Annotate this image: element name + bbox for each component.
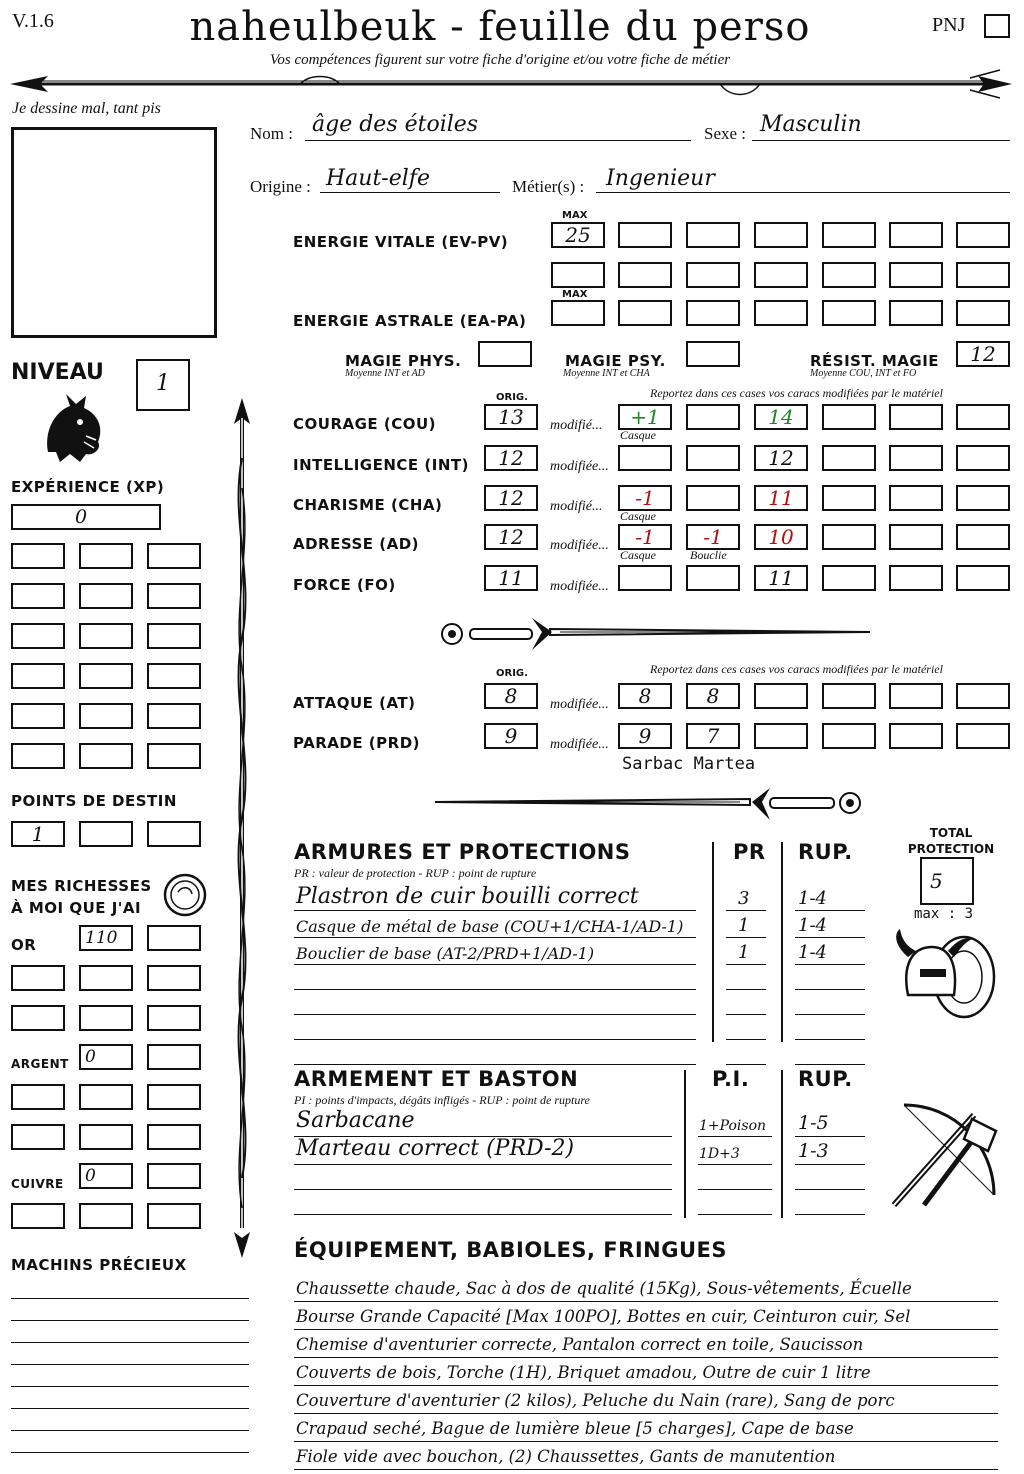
nom-label: Nom : [250,124,293,143]
resist-magie-box[interactable]: 12 [956,341,1010,367]
stat-label: COURAGE (COU) [293,415,437,433]
ev-track-box[interactable] [754,222,808,248]
stat-extra-box[interactable] [889,565,943,591]
stat-orig-box[interactable]: 11 [484,565,538,591]
equipement-line [294,1301,998,1302]
machins-line[interactable] [11,1342,249,1343]
helmet-shield-icon [888,925,998,1025]
ev-max-label: MAX [562,210,588,221]
money-box[interactable] [147,1044,201,1070]
combat-extra-box[interactable] [956,683,1010,709]
cuivre-label: CUIVRE [11,1177,64,1191]
combat-v1-box[interactable]: 8 [618,683,672,709]
stat-mod-label: modifié... [550,418,603,433]
money-box[interactable] [79,1005,133,1031]
armure-pr-line[interactable] [726,1039,766,1040]
stat-orig-box[interactable]: 12 [484,485,538,511]
destin-box[interactable]: 1 [11,821,65,847]
money-box[interactable] [147,1203,201,1229]
armement-title: ARMEMENT ET BASTON [294,1067,579,1091]
stat-orig-box[interactable]: 12 [484,445,538,471]
ev-track-box[interactable] [618,222,672,248]
ev-track-box[interactable] [686,222,740,248]
equipement-line [294,1329,998,1330]
orig-label: ORIG. [496,392,528,403]
machins-line[interactable] [11,1364,249,1365]
stat-mod2-box[interactable] [686,404,740,430]
ev-track-box[interactable] [822,262,876,288]
ea-max-box[interactable] [551,300,605,326]
xp-track-box[interactable] [11,703,65,729]
armement-pi-label: P.I. [712,1067,750,1091]
metier-label: Métier(s) : [512,177,585,196]
money-box[interactable] [11,965,65,991]
stat-label: ADRESSE (AD) [293,535,420,553]
equipement-line [294,1413,998,1414]
total-protection-max: max : 3 [914,906,974,922]
sword-icon [430,612,875,658]
armure-pr[interactable]: 1 [738,915,750,936]
stat-extra-box[interactable] [889,404,943,430]
arme-pi[interactable]: 1D+3 [699,1146,740,1162]
armure-pr-line[interactable] [726,964,766,965]
stat-mod-label: modifié... [550,499,603,514]
xp-track-box[interactable] [79,583,133,609]
armure-rup[interactable]: 1-4 [798,942,827,963]
stat-mod-label: modifiée... [550,459,609,474]
richesses-label-1: MES RICHESSES [11,877,152,895]
arme-pi-line[interactable] [698,1136,772,1137]
combat-mod-label: modifiée... [550,697,609,712]
origine-value[interactable]: Haut-elfe [326,166,430,191]
equipement-title: ÉQUIPEMENT, BABIOLES, FRINGUES [294,1238,727,1262]
stat-label: INTELLIGENCE (INT) [293,456,469,474]
xp-track-box[interactable] [11,623,65,649]
money-box[interactable] [147,1124,201,1150]
sexe-value[interactable]: Masculin [760,112,862,137]
or-label: OR [11,936,37,954]
total-protection-label-1: TOTAL [929,826,973,840]
magie-phys-note: Moyenne INT et AD [345,368,425,379]
armure-name[interactable]: Casque de métal de base (COU+1/CHA-1/AD-1) [296,917,684,936]
armure-line[interactable] [294,964,696,965]
xp-track-box[interactable] [79,743,133,769]
money-box[interactable] [11,1124,65,1150]
magie-psy-label: MAGIE PSY. [565,352,666,370]
portrait-frame[interactable] [11,127,217,338]
ev-label: ENERGIE VITALE (EV-PV) [293,233,509,251]
xp-track-box[interactable] [11,743,65,769]
combat-extra-box[interactable] [889,723,943,749]
xp-track-box[interactable] [79,663,133,689]
xp-track-box[interactable] [11,543,65,569]
arme-pi-line[interactable] [698,1214,772,1215]
stat-mod2-box[interactable] [686,445,740,471]
niveau-box[interactable]: 1 [136,359,190,411]
weapon-names: Sarbac Martea [622,754,756,774]
armure-rup-line[interactable] [795,910,865,911]
ea-track-box[interactable] [889,300,943,326]
stat-extra-box[interactable] [956,524,1010,550]
arme-rup-line[interactable] [795,1164,865,1165]
richesses-label-2: À MOI QUE J'AI [11,899,142,917]
money-box[interactable] [79,1124,133,1150]
combat-extra-box[interactable] [754,683,808,709]
cuivre-box[interactable]: 0 [79,1163,133,1189]
armure-line[interactable] [294,1064,696,1065]
equipement-item-line[interactable]: Fiole vide avec bouchon, (2) Chaussettes, Gants de manutention [296,1447,836,1466]
equipement-line [294,1469,998,1470]
destin-box[interactable] [79,821,133,847]
combat-extra-box[interactable] [754,723,808,749]
armure-pr-line[interactable] [726,910,766,911]
xp-track-box[interactable] [147,703,201,729]
machins-line[interactable] [11,1386,249,1387]
arme-pi-line[interactable] [698,1189,772,1190]
armure-rup-line[interactable] [795,1039,865,1040]
stat-mod1-box[interactable] [618,565,672,591]
armement-note: PI : points d'impacts, dégâts infligés - RUP : point de rupture [294,1093,590,1107]
armure-pr-line[interactable] [726,1064,766,1065]
arme-rup-line[interactable] [795,1214,865,1215]
stat-mod1-source: Casque [620,548,656,562]
machins-line[interactable] [11,1430,249,1431]
stat-label: CHARISME (CHA) [293,496,443,514]
xp-track-box[interactable] [147,663,201,689]
ev-track-box[interactable] [889,222,943,248]
armure-rup-line[interactable] [795,964,865,965]
ev-track-box[interactable] [956,262,1010,288]
stat-orig-box[interactable]: 13 [484,404,538,430]
stat-extra-box[interactable] [822,524,876,550]
machins-line[interactable] [11,1298,249,1299]
combat-extra-box[interactable] [889,683,943,709]
equipement-line [294,1357,998,1358]
money-box[interactable] [147,1163,201,1189]
ev-track-box[interactable] [551,262,605,288]
armure-pr[interactable]: 3 [738,888,750,909]
nom-value[interactable]: âge des étoiles [312,112,479,137]
stat-extra-box[interactable] [889,485,943,511]
stat-extra-box[interactable] [822,404,876,430]
dragon-icon [40,392,106,464]
stat-final-box[interactable]: 11 [754,565,808,591]
spear-divider-icon [0,64,1024,104]
equipement-line [294,1441,998,1442]
xp-track-box[interactable] [79,543,133,569]
armure-pr-line[interactable] [726,989,766,990]
equipement-item-line[interactable]: Couverts de bois, Torche (1H), Briquet amadou, Outre de cuir 1 litre [296,1363,871,1382]
metier-value[interactable]: Ingenieur [606,166,715,191]
arme-line[interactable] [294,1164,672,1165]
xp-track-box[interactable] [11,583,65,609]
armure-name[interactable]: Plastron de cuir bouilli correct [296,884,639,909]
sword-icon-2 [430,782,875,828]
spear-icon [222,398,262,1258]
resist-magie-note: Moyenne COU, INT et FO [810,368,917,379]
ev-track-box[interactable] [956,222,1010,248]
equipement-item-line[interactable]: Chaussette chaude, Sac à dos de qualité (15Kg), Sous-vêtements, Écuelle [296,1279,912,1298]
armure-rup-line[interactable] [795,1014,865,1015]
stat-mod2-box[interactable] [686,485,740,511]
ea-max-label: MAX [562,289,588,300]
stat-mod1-source: Casque [620,428,656,442]
equipement-item-line[interactable]: Crapaud seché, Bague de lumière bleue [5 charges], Cape de base [296,1419,854,1438]
version-label: V.1.6 [12,10,54,32]
stat-final-box[interactable]: 10 [754,524,808,550]
or-box[interactable]: 110 [79,925,133,951]
ea-track-box[interactable] [618,300,672,326]
armure-pr-line[interactable] [726,1014,766,1015]
arme-name[interactable]: Sarbacane [296,1108,415,1133]
stat-mod2-source: Bouclie [690,548,727,562]
combat-extra-box[interactable] [822,723,876,749]
combat-extra-box[interactable] [822,683,876,709]
armures-rup-label: RUP. [798,840,853,864]
stat-final-box[interactable]: 11 [754,485,808,511]
armure-rup[interactable]: 1-4 [798,888,827,909]
armure-line[interactable] [294,910,696,911]
arme-line[interactable] [294,1189,672,1190]
stat-extra-box[interactable] [889,445,943,471]
combat-extra-box[interactable] [956,723,1010,749]
magie-psy-box[interactable] [686,341,740,367]
stat-final-box[interactable]: 14 [754,404,808,430]
equipement-line [294,1385,998,1386]
destin-label: POINTS DE DESTIN [11,792,177,810]
armure-name[interactable]: Bouclier de base (AT-2/PRD+1/AD-1) [296,944,595,963]
stat-mod1-box[interactable]: -1 [618,524,672,550]
machins-line[interactable] [11,1320,249,1321]
machins-line[interactable] [11,1452,249,1453]
equipement-item-line[interactable]: Chemise d'aventurier correcte, Pantalon correct en toile, Saucisson [296,1335,864,1354]
equipement-item-line[interactable]: Bourse Grande Capacité [Max 100PO], Bottes en cuir, Ceinturon cuir, Sel [296,1307,911,1326]
ea-label: ENERGIE ASTRALE (EA-PA) [293,312,527,330]
ev-track-box[interactable] [754,262,808,288]
xp-label: EXPÉRIENCE (XP) [11,478,165,496]
armures-pr-label: PR [733,840,766,864]
ea-track-box[interactable] [822,300,876,326]
armure-rup-line[interactable] [795,937,865,938]
equipement-item-line[interactable]: Couverture d'aventurier (2 kilos), Peluche du Nain (rare), Sang de porc [296,1391,895,1410]
stat-extra-box[interactable] [956,565,1010,591]
armure-line[interactable] [294,1039,696,1040]
magie-phys-box[interactable] [478,341,532,367]
ea-track-box[interactable] [754,300,808,326]
report-note: Reportez dans ces cases vos caracs modifiées par le matériel [650,386,943,400]
combat-v2-box[interactable]: 7 [686,723,740,749]
ea-track-box[interactable] [686,300,740,326]
armure-line[interactable] [294,989,696,990]
money-box[interactable] [147,1005,201,1031]
xp-track-box[interactable] [11,663,65,689]
ev-track-box[interactable] [822,222,876,248]
pnj-checkbox[interactable] [984,14,1010,38]
stat-mod1-source: Casque [620,509,656,523]
xp-track-box[interactable] [147,583,201,609]
arme-rup-line[interactable] [795,1189,865,1190]
arme-pi-line[interactable] [698,1164,772,1165]
weapons-icon [884,1095,1006,1215]
armure-line[interactable] [294,937,696,938]
combat-orig-box[interactable]: 8 [484,683,538,709]
sexe-label: Sexe : [704,124,747,143]
stat-extra-box[interactable] [822,565,876,591]
money-box[interactable] [147,1084,201,1110]
stat-mod2-box[interactable] [686,565,740,591]
ev-track-box[interactable] [618,262,672,288]
coin-icon [162,872,208,918]
ev-max-box[interactable]: 25 [551,222,605,248]
stat-extra-box[interactable] [889,524,943,550]
stat-extra-box[interactable] [822,485,876,511]
combat-label: ATTAQUE (AT) [293,694,416,712]
stat-extra-box[interactable] [956,485,1010,511]
xp-track-box[interactable] [79,623,133,649]
arme-rup[interactable]: 1-3 [798,1140,829,1162]
arme-name[interactable]: Marteau correct (PRD-2) [296,1136,575,1161]
resist-magie-label: RÉSIST. MAGIE [810,352,940,370]
stat-mod2-box[interactable]: -1 [686,524,740,550]
money-box[interactable] [11,1005,65,1031]
armures-title: ARMURES ET PROTECTIONS [294,840,631,864]
money-box[interactable] [79,1084,133,1110]
money-box[interactable] [11,1084,65,1110]
combat-mod-label: modifiée... [550,737,609,752]
armure-pr-line[interactable] [726,937,766,938]
combat-label: PARADE (PRD) [293,734,421,752]
money-box[interactable] [147,965,201,991]
xp-track-box[interactable] [147,623,201,649]
xp-box[interactable]: 0 [11,504,161,530]
stat-extra-box[interactable] [956,445,1010,471]
stat-mod1-box[interactable]: -1 [618,485,672,511]
total-protection-label-2: PROTECTION [907,842,995,856]
armure-rup[interactable]: 1-4 [798,915,827,936]
page-title: naheulbeuk - feuille du perso [189,4,811,50]
pnj-label: PNJ [932,14,966,36]
arme-rup[interactable]: 1-5 [798,1112,829,1134]
destin-box[interactable] [147,821,201,847]
stat-mod-label: modifiée... [550,579,609,594]
money-box[interactable] [79,965,133,991]
machins-label: MACHINS PRÉCIEUX [11,1256,187,1274]
machins-line[interactable] [11,1408,249,1409]
armure-pr[interactable]: 1 [738,942,750,963]
magie-psy-note: Moyenne INT et CHA [563,368,650,379]
ea-track-box[interactable] [956,300,1010,326]
stat-mod1-box[interactable]: +1 [618,404,672,430]
xp-track-box[interactable] [79,703,133,729]
armure-rup-line[interactable] [795,1064,865,1065]
ev-track-box[interactable] [889,262,943,288]
money-box[interactable] [79,1203,133,1229]
money-box[interactable] [11,1203,65,1229]
xp-track-box[interactable] [147,543,201,569]
arme-pi[interactable]: 1+Poison [699,1118,767,1134]
origine-label: Origine : [250,177,311,196]
stat-extra-box[interactable] [956,404,1010,430]
combat-orig-label: ORIG. [496,668,528,679]
armures-note: PR : valeur de protection - RUP : point de rupture [294,866,537,880]
xp-track-box[interactable] [147,743,201,769]
combat-v1-box[interactable]: 9 [618,723,672,749]
combat-v2-box[interactable]: 8 [686,683,740,709]
stat-mod1-box[interactable] [618,445,672,471]
stat-final-box[interactable]: 12 [754,445,808,471]
stat-mod-label: modifiée... [550,538,609,553]
argent-label: ARGENT [11,1057,69,1071]
combat-orig-box[interactable]: 9 [484,723,538,749]
stat-orig-box[interactable]: 12 [484,524,538,550]
ev-track-box[interactable] [686,262,740,288]
armure-rup-line[interactable] [795,989,865,990]
total-protection-box[interactable]: 5 [920,857,974,905]
arme-line[interactable] [294,1214,672,1215]
arme-rup-line[interactable] [795,1136,865,1137]
armure-line[interactable] [294,1014,696,1015]
stat-extra-box[interactable] [822,445,876,471]
combat-report-note: Reportez dans ces cases vos caracs modifiées par le matériel [650,662,943,676]
magie-phys-label: MAGIE PHYS. [345,352,462,370]
portrait-caption: Je dessine mal, tant pis [12,100,161,117]
niveau-label: NIVEAU [11,360,104,385]
page-subtitle: Vos compétences figurent sur votre fiche d'origine et/ou votre fiche de métier [269,52,731,68]
argent-box[interactable]: 0 [79,1044,133,1070]
money-box[interactable] [147,925,201,951]
stat-label: FORCE (FO) [293,576,396,594]
armement-rup-label: RUP. [798,1067,853,1091]
